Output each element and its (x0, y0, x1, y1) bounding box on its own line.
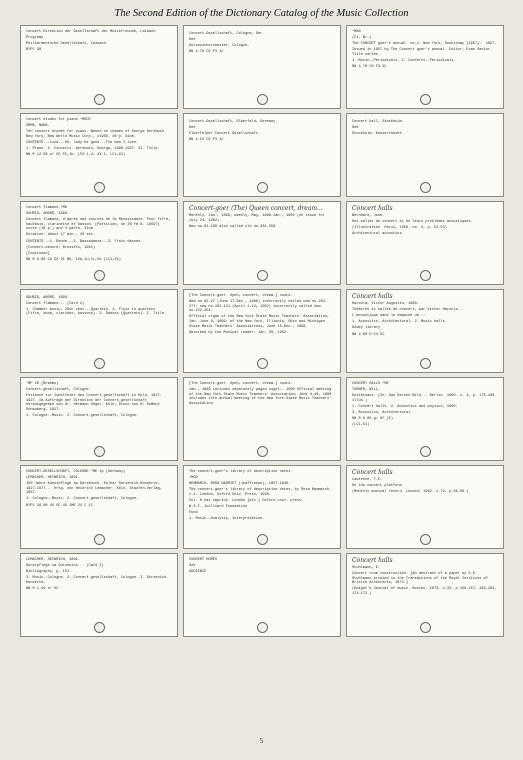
card-line: Concert flamand... (Card 2) (26, 301, 85, 306)
page-number: 5 (259, 737, 264, 745)
card-line: [The Concert-goer. Open, concert, dream.] contd. (189, 294, 293, 298)
card-line: The concert-goer's library of descriptive notes. (189, 470, 293, 474)
card-line: *MAG (352, 30, 361, 34)
card-line: Lawrence, T.E. (352, 478, 383, 483)
card-line: 1. Music--Cologne. 2. Concert-gesellschaft, Cologne. 3. Gürzenich-Konzerte. (26, 576, 169, 585)
card-line: CONCERT HALLS *MZ (352, 382, 389, 386)
card-line: Concert etudes for piano *MSCE (26, 118, 91, 122)
card-line: The concert-goer's library of descriptive notes, by Rosa Newmarch. v.1- London, Oxford Univ. Press, 1928- (189, 488, 334, 497)
card-line: Kunstpflege im Gürzenich... (Card 2) (26, 564, 104, 569)
card-line: Ten concert etudes for piano. Based on themes of George Gershwin. New York, New World Music Corp., c1956. 40 p. 31cm. (26, 130, 169, 139)
card-punch-hole-icon (420, 534, 431, 545)
catalog-card (346, 553, 504, 637)
catalog-card (20, 465, 178, 549)
card-line: 1. Cologne--Music. 2. Concert-gesellschaft, Cologne. (26, 414, 139, 419)
card-punch-hole-icon (420, 94, 431, 105)
card-line: Elberfelder Concert Gesellschaft. (189, 131, 261, 136)
card-line: Jan., 1899 includes separately paged suppl.: 1900 Official meeting of the New York State Music Teachers' Association; June 4-16, 1900 includes 12th annual meeting of the New York State Music Teachers' Association. (189, 388, 334, 406)
card-line: Bernhard, Jose. (352, 214, 385, 219)
card-line: Dewey library (352, 326, 381, 331)
card-line: Concert hall, Stockholm. (352, 119, 404, 124)
card-line: The CONCERT goer's annual. no.1- New York, Doubleday [1957]- 1957- (352, 42, 497, 47)
card-line: 3. Acoustics, Architectural. (352, 410, 413, 415)
card-line: CONCERT HOMES (189, 558, 218, 562)
card-line: Concert halls (352, 557, 393, 564)
card-line: Fund (189, 511, 198, 516)
card-line: LEMACHER, HEINRICH, 1891- (26, 476, 80, 481)
catalog-card (20, 201, 178, 285)
card-line: 1. Piano. 2. Concerts. Gershwin, George, 1898-1937. II. Title. (26, 146, 160, 151)
card-line: CONTENTS.--Liza.--Oh, lady be good.--The man I love. (26, 140, 139, 145)
card-line: 1. Concert halls. 2. Acoustics and physics, 1800- (352, 404, 458, 409)
card-line: 1. Acoustics--Architectural. 2. Music halls. (352, 320, 447, 325)
card-line: NYPL 18.08 4X OC 4X 1ME 24 C 1C (26, 503, 93, 508)
card-line: [The Concert-goer. Open, concert, dream.] contd. (189, 382, 293, 386)
card-line: Absorbed by the Musical Leader, Jan. 30, 1902. (189, 330, 289, 335)
card-line: W.S.F. Juilliard Foundation (189, 505, 248, 510)
card-line: Monthly, Jan., 1899; weekly, May, 1898-Jan., 1902 (no issue for July 24, 1902). (189, 214, 328, 223)
card-line: Concert-Gesellschaft, Cologne, Ger. (189, 31, 265, 36)
catalog-card (183, 201, 341, 285)
card-line: Haroula, Victor Augustin, 1860- (352, 302, 419, 307)
catalog-card (183, 465, 341, 549)
card-line: Bibliography, p. 151. (26, 570, 72, 575)
catalog-card (346, 465, 504, 549)
card-line: *MF 20 (Brahms) (26, 382, 59, 386)
catalog-card (183, 25, 341, 109)
catalog-card-grid (20, 25, 504, 725)
card-punch-hole-icon (420, 270, 431, 281)
card-punch-hole-icon (420, 446, 431, 457)
card-line: Issued in 1957 by The Concert goer's annual. Editor: Evan Senior. Title varies. (352, 48, 495, 57)
card-line: Dustbinaus. (In: Das Kerzen Bild... Berlin. 1960. v. 1, p. 175-180. illus.) (352, 394, 499, 403)
card-line: NN R 6.69 CA EX 21 MG, 12b,1U,1L,5b (LC1,X1) (26, 257, 121, 262)
card-line: SOURIS, ANDRÉ, 1899- (26, 212, 70, 217)
catalog-card (183, 289, 341, 373)
card-line: See (352, 125, 359, 130)
catalog-card (20, 25, 178, 109)
card-line: Concert room construction. [An abstract of a paper by E.E. Stuhlmann printed in the Transactions of the Royal Institute of British Architects, 1873.] (352, 572, 491, 586)
card-punch-hole-icon (257, 94, 268, 105)
card-line: ORMS, MANS. (26, 124, 50, 129)
card-line: (Ct. Br.) (352, 36, 372, 41)
catalog-card (20, 377, 178, 461)
card-punch-hole-icon (94, 534, 105, 545)
card-punch-hole-icon (94, 182, 105, 193)
card-punch-hole-icon (94, 94, 105, 105)
card-line: [Continued] (26, 251, 50, 256)
card-line: Concert halls (352, 205, 393, 212)
card-line: Des salles de concert et de leurs problèmes acoustiques. (352, 220, 473, 225)
card-line: 1. Chamber music, 20th cent.--Quartets. 2. Flute in quartets (Fifre, oboe, clarinet, bassoon). 3. Dances (Quartets). I. Title. (26, 307, 167, 317)
card-line: Programs (26, 36, 44, 41)
card-line: Concert halls (352, 293, 393, 300)
card-line: Philharmonische Gesellschaft, Laibach. (26, 42, 108, 47)
catalog-card (346, 201, 504, 285)
catalog-card (183, 113, 341, 197)
card-line: 1. Music--Periodicals. 2. Concerts--Periodicals. (352, 58, 456, 63)
card-line: 150 Jahre Kunstpflege im Gürzenich. Kölner Gürzenich-Konzerte, 1827-1977... hrsg. von Heinrich Lemacher. Köln, Staufen-Verlag, 1957. (26, 482, 165, 496)
card-line: NN 4.54 C0 F3 1C (189, 137, 224, 142)
card-line: CONCERT-GESELLSCHAFT, COLOGNE *ME 1p (Germany) (26, 470, 126, 474)
catalog-card (346, 25, 504, 109)
card-line: NEWMARCH, ROSA HARRIET (Jeaffreson), 1857-1940. (189, 482, 291, 487)
card-line: TURNER, WILL. (352, 388, 381, 393)
card-line: See (189, 37, 196, 42)
card-punch-hole-icon (420, 622, 431, 633)
catalog-card (346, 377, 504, 461)
card-line: Concert-goer (The) Queen concert, dream... (189, 205, 323, 212)
catalog-card (346, 289, 504, 373)
catalog-card (20, 113, 178, 197)
card-line: LEMACHER, HEINRICH, 1891- (26, 558, 80, 562)
card-line: Concert halls (352, 469, 393, 476)
card-line: New no.81-169 also called old no.281-356 (189, 224, 276, 229)
card-line: Duration: about 17 min., 40 sec. (26, 233, 96, 238)
card-line: Concert flamand, d'après des sources de la Renaissance. Pour fifre, hautbois, clarinette et basson. [Partition, de 26 fm N. 1959?] score (18 p.) and 4 parts. 31cm. (26, 218, 173, 232)
card-line: (Illustration. Paris, 1959. no. 5, p. 52-53) (352, 226, 447, 231)
card-line: Concert-Direktion der Gesellschaft der Musikfreunde, Laibach. (26, 30, 158, 34)
card-line: SOURIS, ANDRÉ, 1899- (26, 295, 70, 300)
card-line: Concert-gesellschaft, Cologne. (26, 388, 91, 393)
card-line: NN R 12.56 e/ OC PC,1b. (FA 1,4, 4X 1, LC1,X1) (26, 153, 126, 158)
card-line: Official organ of the New York State Music Teachers' Association, Jan.-June 8, 1899; of the New York, Illinois, Ohio and Michigan State Music Teachers' Associations, June 15-Dec., 1898. (189, 315, 332, 329)
card-line: (LC1,X1) (352, 423, 370, 428)
card-line: NN R 6.60 g/ OC (E) (352, 417, 393, 422)
card-line: *MGD (189, 476, 198, 481)
card-line: (Dwight's Journal of music. Boston, 1873. v.33, p.156-157, 163-164, 171-172.) (352, 587, 499, 597)
card-punch-hole-icon (257, 534, 268, 545)
card-line: Théâtres et salles de concert, par Victor Haroula... (352, 308, 465, 313)
card-punch-hole-icon (257, 358, 268, 369)
card-line: On the concert platform. (352, 484, 404, 489)
card-line: Vol. 6 has imprint: London [etc.] Oxford univ. press. (189, 498, 304, 503)
card-punch-hole-icon (94, 622, 105, 633)
card-line: Concert flamand *MK (26, 206, 67, 210)
card-line: Architectural acoustics. (352, 232, 404, 237)
card-punch-hole-icon (257, 270, 268, 281)
card-punch-hole-icon (257, 622, 268, 633)
card-line: Stockholm. Konserthuset. (352, 131, 404, 136)
catalog-card (20, 289, 178, 373)
card-punch-hole-icon (257, 446, 268, 457)
card-line: Concert-Gesellschaft, Elberfeld, Germany. (189, 119, 278, 124)
card-line: New no.82-97 (June 17-Dec., 1898) incorrectly called new no.262-277; new no.102-121 (April 1-12, 1902) incorrectly called new no.122-154. (189, 300, 328, 314)
card-line: NN R 1.59 e/ OC (26, 586, 59, 591)
catalog-card (20, 553, 178, 637)
card-line: (Monthly musical record. London, 1962. v.72, p.56-59.) (352, 490, 469, 495)
card-line: NN 4.78 C0 F3 1C (352, 65, 387, 70)
card-line: CONTENTS.--1. Ronde.--2. Bassadanza.--3. Trois danses. (26, 239, 143, 244)
card-punch-hole-icon (94, 358, 105, 369)
catalog-card (183, 377, 341, 461)
catalog-card (346, 113, 504, 197)
card-punch-hole-icon (94, 270, 105, 281)
page-title: The Second Edition of the Dictionary Catalog of the Music Collection (114, 8, 409, 19)
card-punch-hole-icon (94, 446, 105, 457)
card-punch-hole-icon (257, 182, 268, 193)
card-line: See (189, 564, 196, 569)
card-line: L'acoustique dans le domaine de... (352, 314, 426, 319)
card-line: NN 4.80 O C4 5C (352, 332, 385, 337)
card-line: NN 4.78 C0 F3 1C (189, 49, 224, 54)
card-line: See (189, 125, 196, 130)
card-line: NYPL 38 (26, 48, 42, 53)
card-punch-hole-icon (420, 358, 431, 369)
card-punch-hole-icon (420, 182, 431, 193)
card-line: AUDIENCE (189, 570, 207, 575)
card-line: Gürzenichorchester, Cologne. (189, 43, 250, 48)
catalog-card (183, 553, 341, 637)
card-line: 1. Cologne--Music. 2. Concert-gesellschaft, Cologne. (26, 497, 139, 502)
card-line: 1. Music--Analysis, interpretation. (189, 517, 265, 522)
card-line: Stuhlmann, E. (352, 566, 381, 571)
card-line: (Concert-oeuvre, Brussels, 1961) (26, 245, 96, 250)
card-line: Festbuch zur Jubelfeier des Concert-gesellschaft in Köln, 1827-1927. Im Auftrage der Direktion der Concert-gesellschaft herausgegeben von Dr. Hermann Unger. Köln, Druck von M. DuMont Schauberg, 1927. (26, 394, 162, 412)
